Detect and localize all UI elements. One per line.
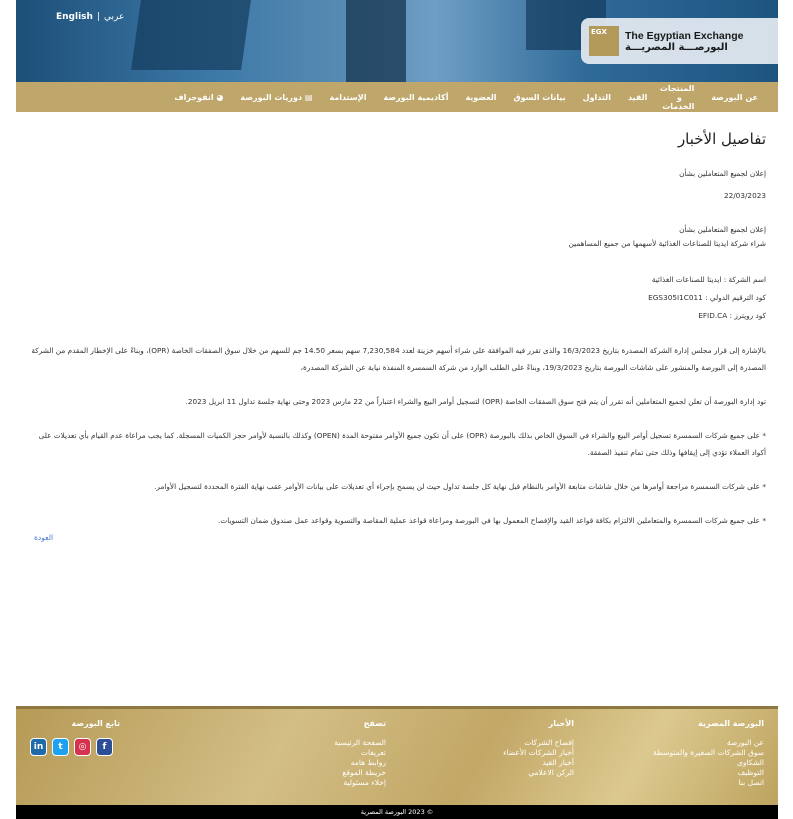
document-icon: ▤ (302, 92, 313, 102)
copyright: © 2023 البورصة المصرية (16, 805, 778, 819)
footer-heading: تصفح (363, 719, 386, 728)
paragraph-4: * على شركات السمسرة مراجعة أوامرها من خلال شاشات متابعة الأوامر بالنظام قبل نهاية كل جلسة تداول حيث لن يسمح بإجراء أي تعديلات على بيانات الأوامر عقب نهاية الفترة المحددة لتسجيل الأوامر. (154, 482, 766, 491)
footer-link[interactable]: سوق الشركات الصغيرة والمتوسطة (653, 748, 764, 757)
language-switcher: English | عربي (56, 12, 125, 22)
footer-heading: البورصة المصرية (698, 719, 764, 728)
footer-link[interactable]: أخبار الشركات الأعضاء (503, 748, 574, 757)
paragraph-2: تود إدارة البورصة أن تعلن لجميع المتعاملين أنه تقرر أن يتم فتح سوق الصفقات الخاصة (OPR) لتسجيل أوامر البيع والشراء اعتباراً من 22 مارس 2023 وحتى نهاية جلسة تداول 11 ابريل 2023. (185, 397, 766, 406)
back-link[interactable]: العودة (34, 533, 54, 542)
footer-link[interactable]: الركن الاعلامي (528, 768, 574, 777)
nav-infographic[interactable]: ◕ انفوجراف (174, 92, 224, 102)
instagram-icon[interactable]: ◎ (74, 738, 91, 756)
page-title: تفاصيل الأخبار (677, 130, 766, 148)
nav-periodicals[interactable]: ▤ دوريات البورصة (240, 92, 313, 102)
lang-arabic-link[interactable]: عربي (103, 12, 125, 22)
intro-line-1: إعلان لجميع المتعاملين بشأن (679, 225, 766, 234)
nav-market-data[interactable]: بيانات السوق (513, 92, 566, 102)
footer-link[interactable]: الشكاوى (737, 758, 764, 767)
footer-link[interactable]: الصفحة الرئيسية (334, 738, 386, 747)
linkedin-icon[interactable]: in (30, 738, 47, 756)
footer-link[interactable]: خريطة الموقع (342, 768, 386, 777)
facebook-icon[interactable]: f (96, 738, 113, 756)
nav-about[interactable]: عن البورصة (711, 92, 758, 102)
footer-link[interactable]: عن البورصة (726, 738, 764, 747)
paragraph-3: * على جميع شركات السمسرة تسجيل أوامر البيع والشراء في السوق الخاص بذلك بالبورصة (OPR) على أن تكون جميع الأوامر مفتوحة المدة (OPEN) وكذلك بالنسبة لأوامر حجز الكميات المسجلة. كما يجب مراعاة عدم القيام بأي تعديلات على أكواد العملاء تؤدي إلى إيقافها وذلك حتى تمام تنفيذ الصفقة. (38, 431, 766, 457)
footer-link[interactable]: روابط هامه (350, 758, 386, 767)
paragraph-1: بالإشارة إلى قرار مجلس إدارة الشركة المصدرة بتاريخ 16/3/2023 والذى تقرر فيه الموافقة على شراء أسهم خزينة لعدد 7,230,584 سهم بسعر 14.50 جم للسهم من خلال سوق الصفقات الخاصة (OPR)، وبناءً على الإخطار المقدم من الشركة المصدرة إلى البورصة والمنشور على شاشات البورصة بتاريخ 19/3/2023، وبناءً على الطلب الوارد من شركة السمسرة المنفذة نيابة عن الشركة المصدرة، (31, 346, 766, 372)
lang-english-link[interactable]: English (56, 12, 93, 22)
twitter-icon[interactable]: t (52, 738, 69, 756)
nav-trading[interactable]: التداول (582, 92, 611, 102)
site-header (16, 0, 778, 82)
nav-sustainability[interactable]: الإستدامة (329, 92, 367, 102)
nav-products[interactable]: المنتجات و الخدمات (659, 83, 695, 111)
footer-col-browse (166, 719, 386, 805)
news-date: 22/03/2023 (723, 191, 766, 200)
nav-listing[interactable]: القيد (627, 92, 648, 102)
site-footer (16, 706, 778, 805)
logo-english: The Egyptian Exchange (625, 29, 744, 42)
logo-arabic: البورصـــة المصريـــة (625, 41, 728, 53)
footer-link[interactable]: التوظيف (737, 768, 764, 777)
footer-link[interactable]: تعريفات (360, 748, 386, 757)
footer-link[interactable]: أخبار القيد (542, 758, 574, 767)
footer-link[interactable]: إخلاء مسئولية (343, 778, 386, 787)
footer-col-news (386, 719, 574, 805)
isin-code: كود الترقيم الدولي : EGS305I1C011 (648, 293, 766, 302)
paragraph-5: * على جميع شركات السمسرة والمتعاملين الالتزام بكافة قواعد القيد والإفصاح المعمول بها في البورصة ومراعاة قواعد عملية المقاصة والتسوية وقواعد عمل صندوق ضمان التسويات. (218, 516, 766, 525)
nav-membership[interactable]: العضوية (465, 92, 497, 102)
egx-logo[interactable] (581, 18, 778, 64)
footer-heading: الأخبار (548, 719, 574, 728)
footer-col-follow (30, 719, 166, 805)
reuters-code: كود رويترز : EFID.CA (698, 311, 766, 320)
footer-link[interactable]: إفصاح الشركات (524, 738, 574, 747)
news-headline: إعلان لجميع المتعاملين بشأن (679, 169, 766, 178)
intro-line-2: شراء شركة ايديتا للصناعات الغذائية لأسهمها من جميع المساهمين (568, 239, 766, 248)
nav-academy[interactable]: أكاديمية البورصة (383, 92, 449, 102)
footer-col-egx (574, 719, 764, 805)
company-name: اسم الشركة : ايديتا للصناعات الغذائية (651, 275, 766, 284)
egx-logo-mark-icon: EGX (589, 26, 619, 56)
footer-heading: تابع البورصة (71, 719, 120, 728)
news-details (16, 112, 778, 542)
main-nav (16, 82, 778, 112)
pie-chart-icon: ◕ (213, 92, 224, 102)
footer-link[interactable]: اتصل بنا (738, 778, 764, 787)
